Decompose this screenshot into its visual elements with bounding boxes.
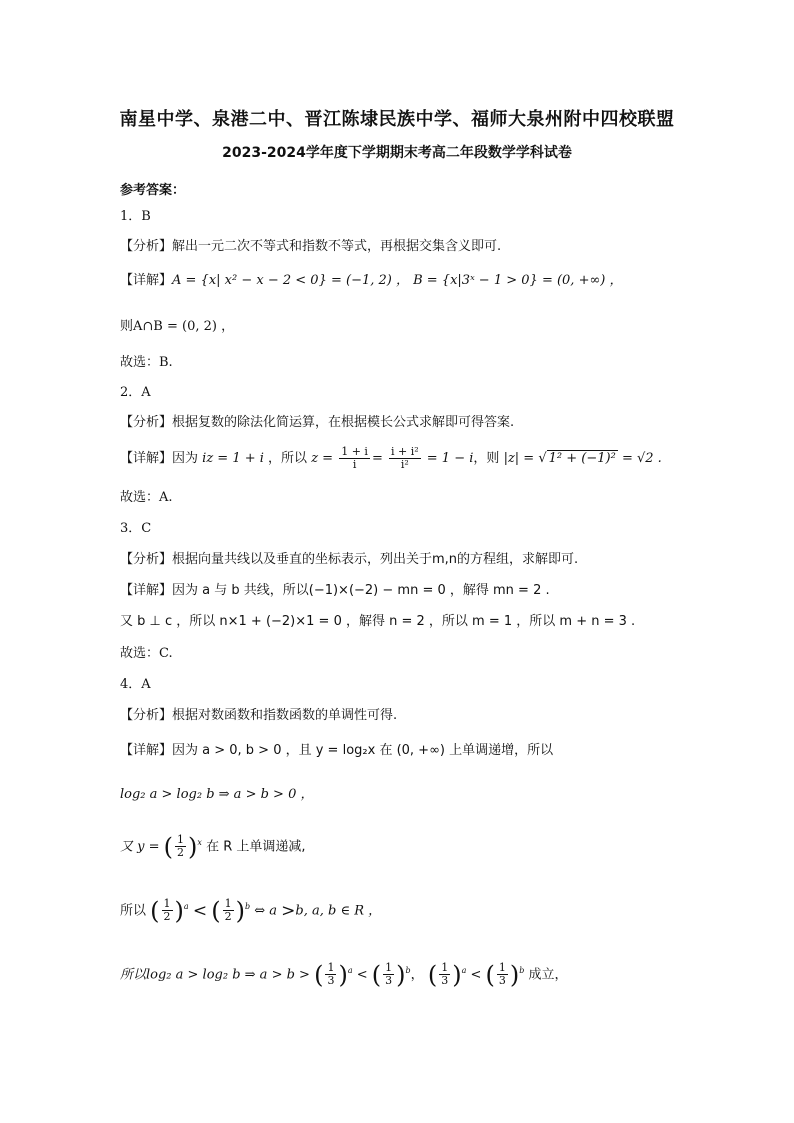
- q4-line4-end: 成立，: [528, 967, 568, 983]
- q4-line2-pre: 又 y =: [120, 839, 160, 855]
- answers-heading: 参考答案：: [120, 183, 186, 198]
- q2-analysis: 【分析】根据复数的除法化简运算，在根据模长公式求解即可得答案.: [120, 415, 515, 430]
- q4-line4-frac1-den: 3: [327, 974, 335, 988]
- q4-line3-frac1-num: 1: [163, 897, 171, 911]
- q4-line4-frac2-num: 1: [385, 961, 393, 975]
- q3-analysis: 【分析】根据向量共线以及垂直的坐标表示，列出关于m,n的方程组，求解即可.: [120, 552, 579, 567]
- q2-sqrt-content: 1² + (−1)²: [548, 451, 616, 466]
- q4-line4-frac2: [383, 962, 394, 987]
- q4-line2: 又 y = ( $\frac{1}{2}$ )$^x$ 在 R 上单调递减,: [120, 832, 306, 861]
- q4-line3-frac2: [223, 898, 234, 923]
- q1-detail: [120, 272, 623, 290]
- q4-line3-frac2-num: 1: [224, 897, 232, 911]
- q3-choice: 故选：C.: [120, 646, 173, 661]
- q1-choice: 故选：B.: [120, 355, 173, 370]
- q4-number: 4．A: [120, 677, 151, 692]
- q4-half-frac: [175, 834, 186, 859]
- q4-half-den: 2: [177, 846, 185, 860]
- q1-detail-label: 【详解】: [120, 273, 173, 288]
- q4-line4-frac1: [325, 962, 336, 987]
- q2-frac2: [389, 446, 421, 471]
- q2-frac2-den: i²: [400, 458, 409, 471]
- q4-line4-frac2-den: 3: [385, 974, 393, 988]
- q4-line3-frac1: [162, 898, 173, 923]
- q4-line2-post: 在 R 上单调递减,: [206, 839, 306, 855]
- q2-frac1-den: i: [352, 458, 357, 471]
- q4-line4-pre: 所以log₂ a > log₂ b ⇒ a > b >: [120, 967, 310, 983]
- q4-line3: 所以 ( $\frac{1}{2}$ )$^a$ < ( $\frac{1}{2}$ )$^b$ ⇔ a >b, a, b ∈ R ，: [120, 896, 382, 925]
- q4-line4-frac3: [439, 962, 450, 987]
- q2-mid: ，所以: [268, 451, 308, 466]
- q2-eq-end: = √2 .: [621, 451, 662, 466]
- q1-result: 则A∩B = (0, 2) ，: [120, 319, 235, 334]
- page-title: 南星中学、泉港二中、晋江陈埭民族中学、福师大泉州附中四校联盟: [119, 109, 675, 130]
- q2-number: 2．A: [120, 385, 151, 400]
- q4-analysis: 【分析】根据对数函数和指数函数的单调性可得.: [120, 708, 398, 723]
- q4-line1: log₂ a > log₂ b ⇒ a > b > 0 ，: [120, 787, 314, 802]
- q4-half-num: 1: [177, 833, 185, 847]
- q2-detail-label: 【详解】因为: [120, 451, 199, 466]
- q4-line3-frac2-den: 2: [224, 910, 232, 924]
- q2-frac1-num: 1 + i: [341, 445, 368, 458]
- q4-line3-frac1-den: 2: [163, 910, 171, 924]
- q4-line3-mid: ⇔ a: [254, 903, 278, 919]
- q1-analysis: 【分析】解出一元二次不等式和指数不等式，再根据交集含义即可.: [120, 239, 502, 254]
- q4-line4: 所以log₂ a > log₂ b ⇒ a > b > ( $\frac{1}{3}$ )$^a$ < ( $\frac{1}{3}$ )$^b$， ( $\frac{1}{3}$ )$^a$ < ( $\frac{1}{3}$ )$^b$ 成立，: [120, 960, 568, 989]
- q4-line4-frac4: [497, 962, 508, 987]
- q3-detail: 【详解】因为 a 与 b 共线，所以(−1)×(−2) − mn = 0 ，解得 mn = 2 .: [120, 583, 550, 598]
- q4-line3-pre: 所以: [120, 903, 147, 919]
- q4-line3-post: b, a, b ∈ R ，: [295, 903, 382, 919]
- q2-mod: |z| =: [503, 451, 535, 466]
- q4-line4-frac4-num: 1: [498, 961, 506, 975]
- q4-detail: 【详解】因为 a > 0, b > 0 ，且 y = log₂x 在 (0, +∞) 上单调递增，所以: [120, 743, 554, 758]
- q2-tail2: ，则: [473, 451, 500, 466]
- q2-eq1: iz = 1 + i: [202, 451, 264, 466]
- q2-frac1: [339, 446, 370, 471]
- q2-frac2-num: i + i²: [390, 445, 419, 458]
- q4-line4-frac3-num: 1: [441, 961, 449, 975]
- q4-line4-frac4-den: 3: [498, 974, 506, 988]
- q4-line4-frac3-den: 3: [441, 974, 449, 988]
- q2-tail1: = 1 − i: [426, 451, 474, 466]
- q2-choice: 故选：A.: [120, 490, 173, 505]
- q3-line2: 又 b ⊥ c ，所以 n×1 + (−2)×1 = 0 ，解得 n = 2 ，所以 m = 1 ，所以 m + n = 3 .: [120, 614, 636, 629]
- q1-number: 1．B: [120, 209, 151, 224]
- q2-detail: 【详解】因为 iz = 1 + i ，所以 z = $\frac{1 + i}{i}$ = $\frac{\text{i + i²}}{\text{i²}}$ = 1 − i，则 |z| = √ 1² + (−1)² = √2 .: [120, 445, 662, 471]
- page-subtitle: 2023-2024学年度下学期期末考高二年段数学学科试卷: [222, 145, 572, 161]
- q4-line4-frac1-num: 1: [327, 961, 335, 975]
- q3-number: 3．C: [120, 521, 152, 536]
- q1-detail-math: A = {x| x² − x − 2 < 0} = (−1, 2) ， B = {x|3ˣ − 1 > 0} = (0, +∞) ，: [172, 273, 623, 288]
- q2-z: z =: [311, 451, 334, 466]
